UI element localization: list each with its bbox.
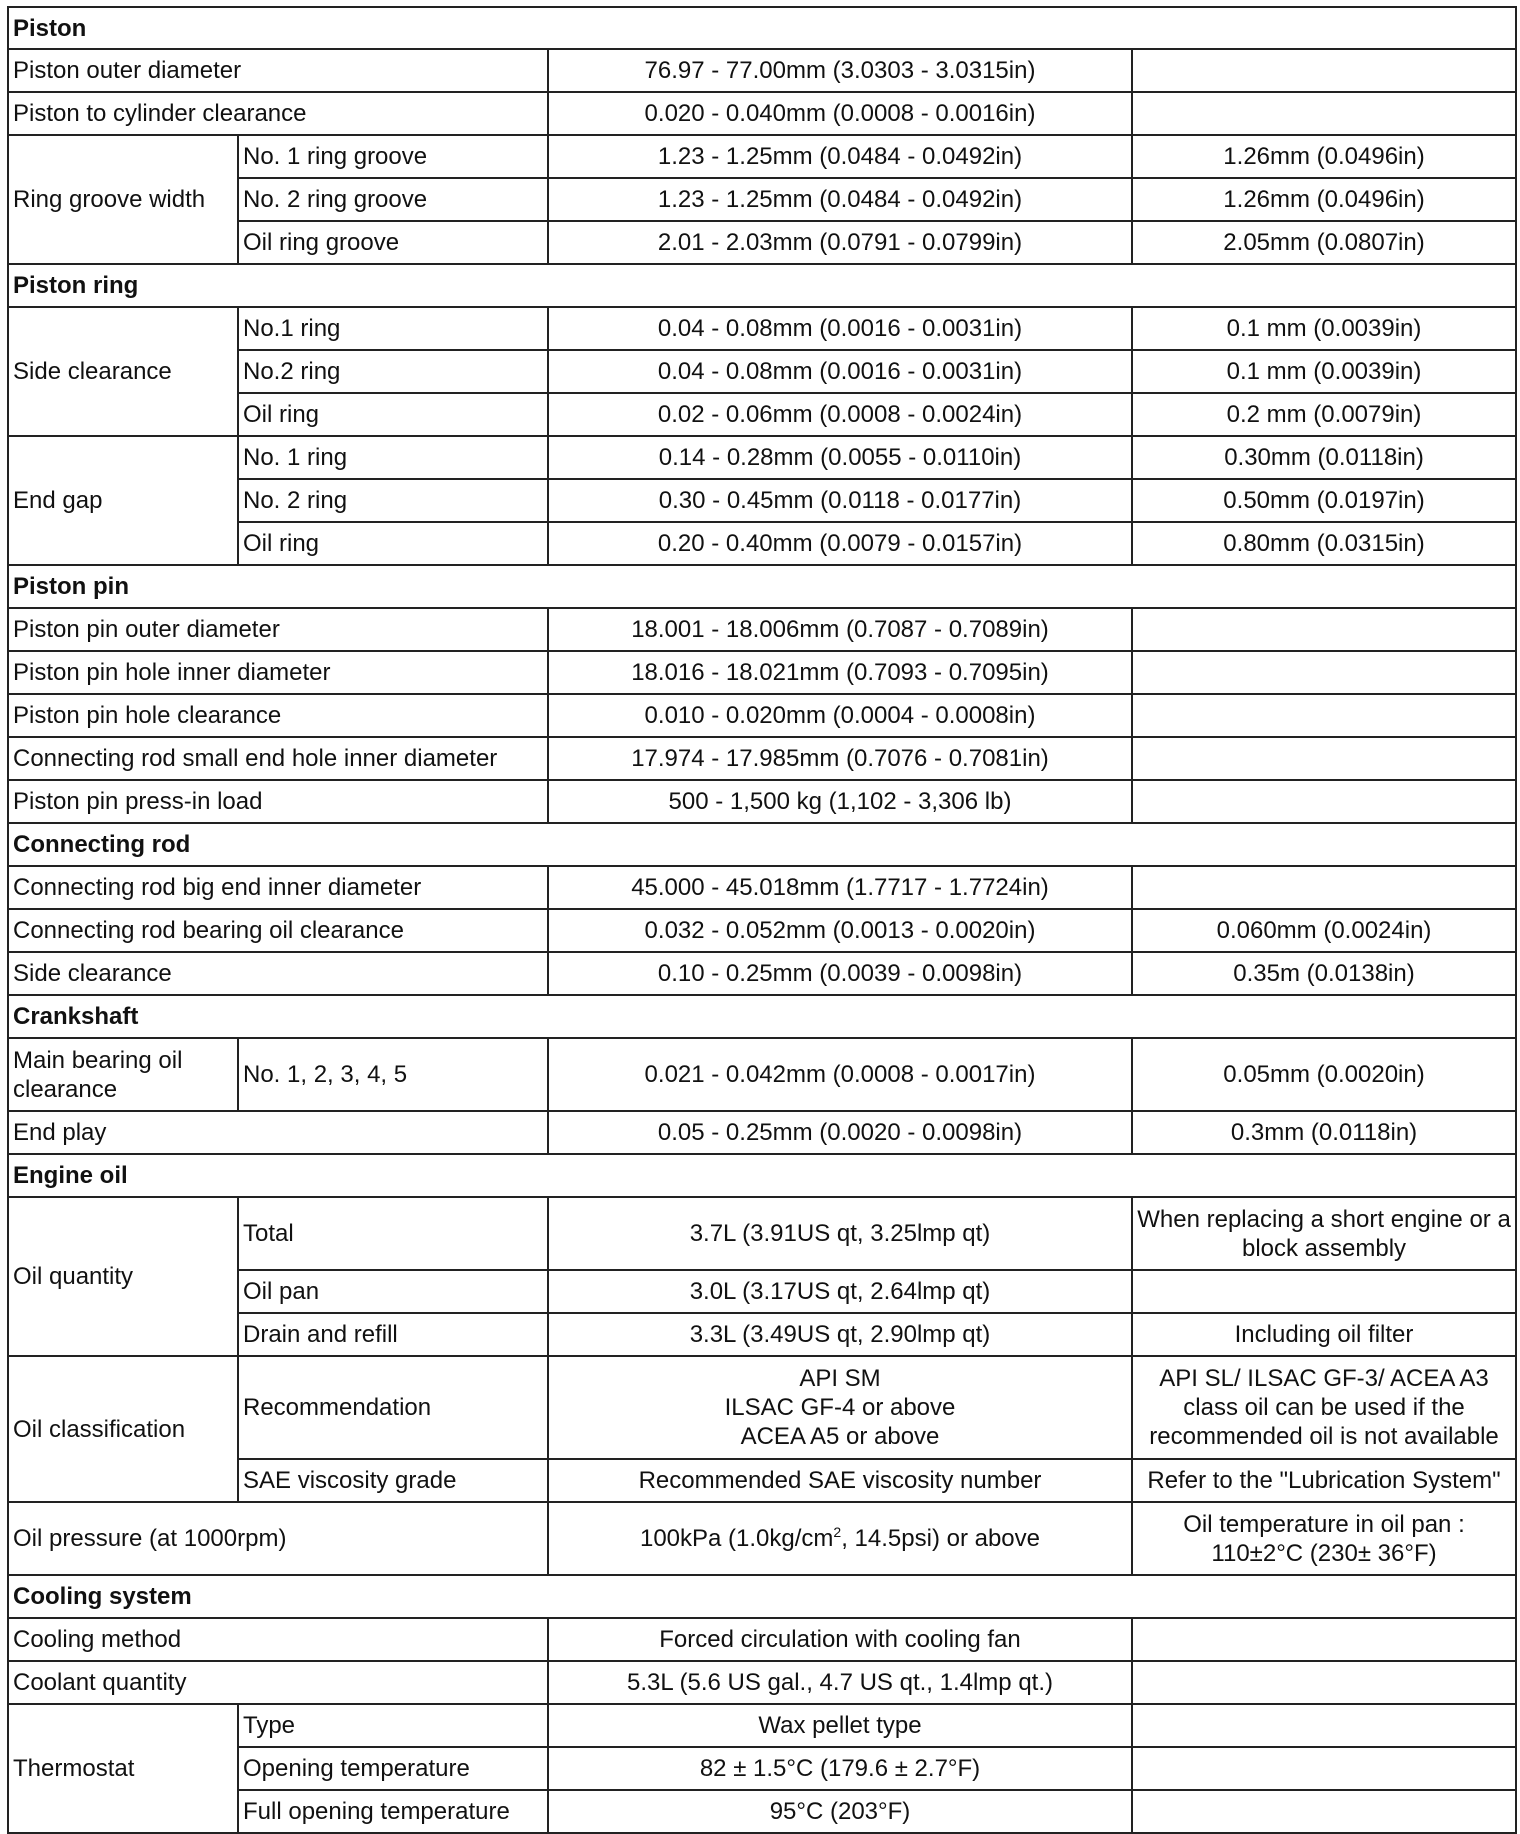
- section-title-engine-oil: Engine oil: [8, 1154, 1516, 1197]
- spec-label: Side clearance: [8, 952, 548, 995]
- table-row: [8, 780, 1516, 823]
- table-row: [8, 1197, 1516, 1270]
- spec-value: 0.04 - 0.08mm (0.0016 - 0.0031in): [548, 307, 1132, 350]
- spec-sublabel: Total: [238, 1197, 548, 1270]
- spec-value: 17.974 - 17.985mm (0.7076 - 0.7081in): [548, 737, 1132, 780]
- table-row: [8, 694, 1516, 737]
- section-title-piston: Piston: [8, 7, 1516, 49]
- spec-limit: 0.30mm (0.0118in): [1132, 436, 1516, 479]
- spec-sublabel: No.2 ring: [238, 350, 548, 393]
- table-row: [8, 1038, 1516, 1111]
- spec-limit: [1132, 1704, 1516, 1747]
- spec-sublabel: Oil ring groove: [238, 221, 548, 264]
- table-row: [8, 307, 1516, 350]
- spec-value: 0.14 - 0.28mm (0.0055 - 0.0110in): [548, 436, 1132, 479]
- spec-label: Oil quantity: [8, 1197, 238, 1356]
- spec-label: Piston pin hole clearance: [8, 694, 548, 737]
- section-row-piston-ring: [8, 264, 1516, 307]
- spec-value: 18.016 - 18.021mm (0.7093 - 0.7095in): [548, 651, 1132, 694]
- spec-value: Forced circulation with cooling fan: [548, 1618, 1132, 1661]
- spec-sublabel: Oil ring: [238, 522, 548, 565]
- spec-sublabel: No. 1 ring groove: [238, 135, 548, 178]
- section-row-piston: [8, 7, 1516, 49]
- spec-limit: 0.2 mm (0.0079in): [1132, 393, 1516, 436]
- spec-value: 18.001 - 18.006mm (0.7087 - 0.7089in): [548, 608, 1132, 651]
- table-row: [8, 1704, 1516, 1747]
- spec-label: Side clearance: [8, 307, 238, 436]
- table-row: [8, 49, 1516, 92]
- section-title-connecting-rod: Connecting rod: [8, 823, 1516, 866]
- spec-sublabel: No.1 ring: [238, 307, 548, 350]
- spec-label: Connecting rod bearing oil clearance: [8, 909, 548, 952]
- spec-limit: [1132, 1618, 1516, 1661]
- spec-limit: 0.1 mm (0.0039in): [1132, 350, 1516, 393]
- spec-limit: 0.50mm (0.0197in): [1132, 479, 1516, 522]
- spec-limit: 0.80mm (0.0315in): [1132, 522, 1516, 565]
- table-row: [8, 1356, 1516, 1459]
- spec-limit: [1132, 651, 1516, 694]
- spec-label: Main bearing oil clearance: [8, 1038, 238, 1111]
- spec-value: API SM ILSAC GF-4 or above ACEA A5 or above: [548, 1356, 1132, 1459]
- spec-value: 0.010 - 0.020mm (0.0004 - 0.0008in): [548, 694, 1132, 737]
- spec-label: End play: [8, 1111, 548, 1154]
- spec-label: Thermostat: [8, 1704, 238, 1833]
- table-row: [8, 608, 1516, 651]
- spec-limit: [1132, 1661, 1516, 1704]
- spec-sublabel: Oil ring: [238, 393, 548, 436]
- spec-value: 0.020 - 0.040mm (0.0008 - 0.0016in): [548, 92, 1132, 135]
- spec-limit: 1.26mm (0.0496in): [1132, 178, 1516, 221]
- spec-value: 3.3L (3.49US qt, 2.90lmp qt): [548, 1313, 1132, 1356]
- table-row: [8, 737, 1516, 780]
- spec-value: 0.032 - 0.052mm (0.0013 - 0.0020in): [548, 909, 1132, 952]
- spec-value: 0.20 - 0.40mm (0.0079 - 0.0157in): [548, 522, 1132, 565]
- table-row: [8, 135, 1516, 178]
- spec-value: 0.04 - 0.08mm (0.0016 - 0.0031in): [548, 350, 1132, 393]
- spec-value: 1.23 - 1.25mm (0.0484 - 0.0492in): [548, 178, 1132, 221]
- spec-sublabel: SAE viscosity grade: [238, 1459, 548, 1502]
- spec-sublabel: Oil pan: [238, 1270, 548, 1313]
- spec-limit: 0.35m (0.0138in): [1132, 952, 1516, 995]
- spec-limit: API SL/ ILSAC GF-3/ ACEA A3 class oil can be used if the recommended oil is not available: [1132, 1356, 1516, 1459]
- spec-value: [548, 1502, 1132, 1575]
- spec-label: Coolant quantity: [8, 1661, 548, 1704]
- spec-value: 0.10 - 0.25mm (0.0039 - 0.0098in): [548, 952, 1132, 995]
- table-row: [8, 866, 1516, 909]
- spec-value: 0.30 - 0.45mm (0.0118 - 0.0177in): [548, 479, 1132, 522]
- spec-limit: [1132, 92, 1516, 135]
- spec-limit: [1132, 1270, 1516, 1313]
- spec-value: 1.23 - 1.25mm (0.0484 - 0.0492in): [548, 135, 1132, 178]
- table-row: [8, 1111, 1516, 1154]
- spec-value: 95°C (203°F): [548, 1790, 1132, 1833]
- spec-limit: 2.05mm (0.0807in): [1132, 221, 1516, 264]
- spec-sublabel: Full opening temperature: [238, 1790, 548, 1833]
- spec-label: Oil pressure (at 1000rpm): [8, 1502, 548, 1575]
- table-row: [8, 1661, 1516, 1704]
- section-title-crankshaft: Crankshaft: [8, 995, 1516, 1038]
- spec-value: 2.01 - 2.03mm (0.0791 - 0.0799in): [548, 221, 1132, 264]
- spec-label: Piston outer diameter: [8, 49, 548, 92]
- spec-sublabel: Type: [238, 1704, 548, 1747]
- spec-value: 3.0L (3.17US qt, 2.64lmp qt): [548, 1270, 1132, 1313]
- spec-value: 0.021 - 0.042mm (0.0008 - 0.0017in): [548, 1038, 1132, 1111]
- spec-label: Connecting rod small end hole inner diameter: [8, 737, 548, 780]
- spec-limit: When replacing a short engine or a block assembly: [1132, 1197, 1516, 1270]
- spec-value: 76.97 - 77.00mm (3.0303 - 3.0315in): [548, 49, 1132, 92]
- table-row: [8, 651, 1516, 694]
- spec-limit: 0.05mm (0.0020in): [1132, 1038, 1516, 1111]
- spec-sublabel: No. 1, 2, 3, 4, 5: [238, 1038, 548, 1111]
- spec-limit: 1.26mm (0.0496in): [1132, 135, 1516, 178]
- oil-pressure-value-suffix: , 14.5psi) or above: [841, 1525, 1041, 1552]
- spec-sublabel: Drain and refill: [238, 1313, 548, 1356]
- spec-value: 0.05 - 0.25mm (0.0020 - 0.0098in): [548, 1111, 1132, 1154]
- spec-sublabel: Recommendation: [238, 1356, 548, 1459]
- spec-value: 500 - 1,500 kg (1,102 - 3,306 lb): [548, 780, 1132, 823]
- spec-limit: Oil temperature in oil pan : 110±2°C (230± 36°F): [1132, 1502, 1516, 1575]
- spec-label: Ring groove width: [8, 135, 238, 264]
- spec-limit: [1132, 780, 1516, 823]
- spec-label: Piston pin press-in load: [8, 780, 548, 823]
- spec-sublabel: No. 1 ring: [238, 436, 548, 479]
- spec-limit: 0.060mm (0.0024in): [1132, 909, 1516, 952]
- spec-value: 82 ± 1.5°C (179.6 ± 2.7°F): [548, 1747, 1132, 1790]
- spec-limit: 0.1 mm (0.0039in): [1132, 307, 1516, 350]
- spec-sublabel: Opening temperature: [238, 1747, 548, 1790]
- spec-limit: [1132, 1790, 1516, 1833]
- section-row-cooling-system: [8, 1575, 1516, 1618]
- table-row: [8, 1502, 1516, 1575]
- table-row: [8, 952, 1516, 995]
- spec-limit: Including oil filter: [1132, 1313, 1516, 1356]
- superscript-2: 2: [833, 1524, 842, 1540]
- spec-label: Piston to cylinder clearance: [8, 92, 548, 135]
- table-row: [8, 92, 1516, 135]
- section-title-piston-ring: Piston ring: [8, 264, 1516, 307]
- spec-label: Piston pin hole inner diameter: [8, 651, 548, 694]
- section-row-connecting-rod: [8, 823, 1516, 866]
- spec-value: Wax pellet type: [548, 1704, 1132, 1747]
- spec-limit: Refer to the "Lubrication System": [1132, 1459, 1516, 1502]
- spec-limit: [1132, 49, 1516, 92]
- spec-limit: [1132, 866, 1516, 909]
- spec-sublabel: No. 2 ring: [238, 479, 548, 522]
- oil-pressure-value: 100kPa (1.0kg/cm: [639, 1525, 834, 1552]
- section-row-piston-pin: [8, 565, 1516, 608]
- spec-limit: 0.3mm (0.0118in): [1132, 1111, 1516, 1154]
- spec-limit: [1132, 1747, 1516, 1790]
- spec-limit: [1132, 694, 1516, 737]
- spec-limit: [1132, 608, 1516, 651]
- spec-value: 5.3L (5.6 US gal., 4.7 US qt., 1.4lmp qt.): [548, 1661, 1132, 1704]
- table-row: [8, 909, 1516, 952]
- spec-label: Cooling method: [8, 1618, 548, 1661]
- section-row-engine-oil: [8, 1154, 1516, 1197]
- spec-label: Piston pin outer diameter: [8, 608, 548, 651]
- spec-table: [7, 6, 1517, 1834]
- spec-value: 0.02 - 0.06mm (0.0008 - 0.0024in): [548, 393, 1132, 436]
- spec-value: 3.7L (3.91US qt, 3.25lmp qt): [548, 1197, 1132, 1270]
- table-row: [8, 436, 1516, 479]
- spec-label: End gap: [8, 436, 238, 565]
- spec-value: 45.000 - 45.018mm (1.7717 - 1.7724in): [548, 866, 1132, 909]
- spec-label: Oil classification: [8, 1356, 238, 1502]
- spec-label: Connecting rod big end inner diameter: [8, 866, 548, 909]
- section-row-crankshaft: [8, 995, 1516, 1038]
- spec-sublabel: No. 2 ring groove: [238, 178, 548, 221]
- table-row: [8, 1618, 1516, 1661]
- section-title-cooling-system: Cooling system: [8, 1575, 1516, 1618]
- spec-value: Recommended SAE viscosity number: [548, 1459, 1132, 1502]
- spec-limit: [1132, 737, 1516, 780]
- section-title-piston-pin: Piston pin: [8, 565, 1516, 608]
